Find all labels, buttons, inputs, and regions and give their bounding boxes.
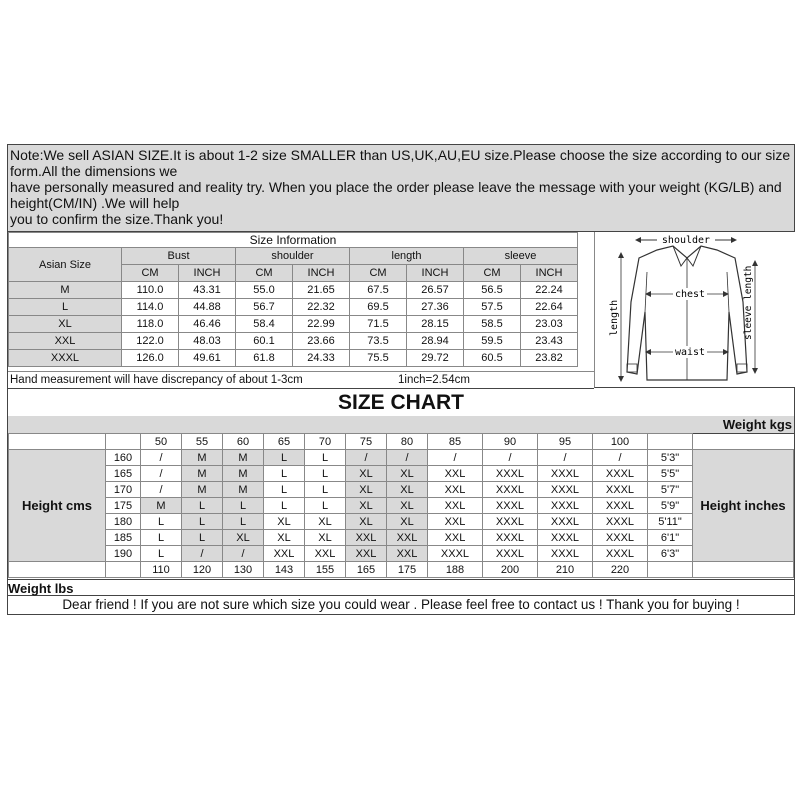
- unit-header: CM: [350, 265, 407, 282]
- measure-cell: 46.46: [179, 316, 236, 333]
- unit-header: CM: [236, 265, 293, 282]
- weight-kg-cell: 60: [223, 434, 264, 450]
- shirt-diagram: [594, 232, 795, 388]
- blank-cell: [9, 562, 106, 578]
- measure-cell: 21.65: [293, 282, 350, 299]
- measure-cell: 69.5: [350, 299, 407, 316]
- size-cell: L: [141, 546, 182, 562]
- size-cell: L: [305, 482, 346, 498]
- measure-cell: 61.8: [236, 350, 293, 367]
- measure-cell: 58.5: [464, 316, 521, 333]
- size-cell: XXXL: [593, 466, 648, 482]
- shoulder-label: shoulder: [661, 235, 711, 246]
- asian-size-header: Asian Size: [9, 248, 122, 282]
- size-row: [9, 333, 578, 350]
- weight-lb-cell: 143: [264, 562, 305, 578]
- size-row: [9, 350, 578, 367]
- weight-lb-cell: 210: [538, 562, 593, 578]
- unit-header: INCH: [521, 265, 578, 282]
- height-row: [9, 514, 794, 530]
- measure-cell: 126.0: [122, 350, 179, 367]
- inch-conversion-note: 1inch=2.54cm: [398, 374, 470, 386]
- size-cell: L: [264, 450, 305, 466]
- height-inch-cell: 5'11": [648, 514, 693, 530]
- weight-kg-cell: 75: [346, 434, 387, 450]
- weight-kgs-label: Weight kgs: [722, 417, 792, 432]
- size-cell: L: [305, 466, 346, 482]
- size-cell: XXL: [305, 546, 346, 562]
- size-cell: M: [223, 482, 264, 498]
- size-cell: M: [182, 466, 223, 482]
- size-cell: /: [182, 546, 223, 562]
- size-cell: XXXL: [593, 514, 648, 530]
- length-label: length: [609, 299, 620, 336]
- size-cell: /: [346, 450, 387, 466]
- measure-cell: 67.5: [350, 282, 407, 299]
- weight-kg-cell: 80: [387, 434, 428, 450]
- note-line: have personally measured and reality try. When you place the order please leave the message with your weight (KG/LB) and: [10, 179, 782, 195]
- size-cell: XL: [346, 498, 387, 514]
- size-cell: XXXL: [538, 514, 593, 530]
- height-inch-cell: 6'3": [648, 546, 693, 562]
- measure-cell: 26.57: [407, 282, 464, 299]
- measurement-notes: [8, 371, 594, 389]
- size-cell: /: [483, 450, 538, 466]
- size-cell: L: [182, 498, 223, 514]
- height-row: [9, 482, 794, 498]
- measure-cell: 49.61: [179, 350, 236, 367]
- weight-lb-cell: 188: [428, 562, 483, 578]
- measure-cell: 60.1: [236, 333, 293, 350]
- blank-cell: [106, 562, 141, 578]
- height-row: [9, 450, 794, 466]
- size-cell: XL: [387, 482, 428, 498]
- measure-cell: 56.7: [236, 299, 293, 316]
- size-cell: L: [264, 482, 305, 498]
- size-cell: XXL: [428, 498, 483, 514]
- measure-cell: 110.0: [122, 282, 179, 299]
- sleeve-length-label: sleeve length: [743, 265, 754, 340]
- size-cell: XXL: [428, 482, 483, 498]
- height-cm-cell: 170: [106, 482, 141, 498]
- size-label: M: [9, 282, 122, 299]
- weight-lb-cell: 200: [483, 562, 538, 578]
- blank-cell: [648, 434, 693, 450]
- size-cell: M: [141, 498, 182, 514]
- size-cell: XXXL: [483, 466, 538, 482]
- measure-cell: 27.36: [407, 299, 464, 316]
- size-cell: XXL: [346, 530, 387, 546]
- size-cell: L: [223, 514, 264, 530]
- size-cell: L: [141, 514, 182, 530]
- size-cell: XXXL: [428, 546, 483, 562]
- measure-cell: 48.03: [179, 333, 236, 350]
- size-cell: M: [182, 450, 223, 466]
- measure-cell: 114.0: [122, 299, 179, 316]
- length-header: length: [350, 248, 464, 265]
- measure-cell: 118.0: [122, 316, 179, 333]
- weight-kg-cell: 85: [428, 434, 483, 450]
- weight-lb-cell: 165: [346, 562, 387, 578]
- note-line: Note:We sell ASIAN SIZE.It is about 1-2 size SMALLER than US,UK,AU,EU size.Please choose the size according to our size: [10, 147, 791, 163]
- measure-cell: 60.5: [464, 350, 521, 367]
- blank-cell: [648, 562, 693, 578]
- height-row: [9, 466, 794, 482]
- size-cell: XXXL: [538, 546, 593, 562]
- sleeve-header: sleeve: [464, 248, 578, 265]
- weight-lb-cell: 155: [305, 562, 346, 578]
- size-cell: /: [593, 450, 648, 466]
- size-cell: M: [223, 450, 264, 466]
- size-cell: /: [538, 450, 593, 466]
- size-cell: XXL: [428, 466, 483, 482]
- height-row: [9, 530, 794, 546]
- contact-message: Dear friend ! If you are not sure which size you could wear . Please feel free to contact us ! Thank you for buying !: [62, 597, 740, 612]
- size-cell: /: [141, 482, 182, 498]
- size-cell: XXL: [264, 546, 305, 562]
- weight-lbs-row: [9, 562, 794, 578]
- unit-header: INCH: [407, 265, 464, 282]
- size-cell: L: [305, 450, 346, 466]
- chest-label: chest: [674, 289, 706, 300]
- blank-cell: [106, 434, 141, 450]
- weight-kg-cell: 70: [305, 434, 346, 450]
- size-cell: /: [387, 450, 428, 466]
- height-inch-cell: 5'7": [648, 482, 693, 498]
- measure-cell: 22.32: [293, 299, 350, 316]
- size-cell: XL: [346, 466, 387, 482]
- size-cell: XXL: [428, 514, 483, 530]
- measure-cell: 24.33: [293, 350, 350, 367]
- height-row: [9, 546, 794, 562]
- size-note: [8, 145, 794, 232]
- size-cell: XL: [264, 530, 305, 546]
- size-label: XL: [9, 316, 122, 333]
- size-cell: XXXL: [538, 498, 593, 514]
- size-cell: L: [264, 466, 305, 482]
- note-line: form.All the dimensions we: [10, 163, 178, 179]
- size-label: XXXL: [9, 350, 122, 367]
- size-cell: M: [223, 466, 264, 482]
- size-cell: L: [182, 530, 223, 546]
- weight-lb-cell: 130: [223, 562, 264, 578]
- weight-lb-cell: 220: [593, 562, 648, 578]
- size-cell: XXL: [387, 546, 428, 562]
- waist-label: waist: [674, 347, 706, 358]
- size-cell: XXXL: [483, 482, 538, 498]
- blank-cell: [693, 562, 794, 578]
- height-cm-cell: 175: [106, 498, 141, 514]
- note-line: height(CM/IN) .We will help: [10, 195, 180, 211]
- measure-cell: 56.5: [464, 282, 521, 299]
- size-cell: L: [141, 530, 182, 546]
- size-cell: /: [141, 450, 182, 466]
- size-cell: XL: [305, 530, 346, 546]
- weight-lb-cell: 175: [387, 562, 428, 578]
- size-cell: XL: [387, 514, 428, 530]
- shoulder-header: shoulder: [236, 248, 350, 265]
- size-chart-title: SIZE CHART: [8, 389, 794, 417]
- weight-kgs-row: [9, 434, 794, 450]
- measure-cell: 55.0: [236, 282, 293, 299]
- height-cm-cell: 160: [106, 450, 141, 466]
- size-cell: XXL: [428, 530, 483, 546]
- size-cell: XXL: [346, 546, 387, 562]
- size-cell: XXXL: [593, 530, 648, 546]
- size-row: [9, 316, 578, 333]
- measure-cell: 23.03: [521, 316, 578, 333]
- unit-header: CM: [464, 265, 521, 282]
- size-cell: L: [305, 498, 346, 514]
- weight-kg-cell: 50: [141, 434, 182, 450]
- size-row: [9, 299, 578, 316]
- measure-cell: 44.88: [179, 299, 236, 316]
- unit-header: CM: [122, 265, 179, 282]
- blank-cell: [9, 434, 106, 450]
- weight-kg-cell: 90: [483, 434, 538, 450]
- height-inch-cell: 5'3": [648, 450, 693, 466]
- size-label: XXL: [9, 333, 122, 350]
- measure-cell: 23.43: [521, 333, 578, 350]
- height-row: [9, 498, 794, 514]
- size-cell: L: [223, 498, 264, 514]
- size-row: [9, 282, 578, 299]
- measure-cell: 22.64: [521, 299, 578, 316]
- height-inch-cell: 6'1": [648, 530, 693, 546]
- size-cell: XXXL: [593, 498, 648, 514]
- measure-cell: 28.94: [407, 333, 464, 350]
- size-guide-sheet: [7, 144, 795, 615]
- size-cell: XXXL: [593, 546, 648, 562]
- height-cm-cell: 190: [106, 546, 141, 562]
- height-cm-cell: 185: [106, 530, 141, 546]
- weight-kg-cell: 55: [182, 434, 223, 450]
- weight-lb-cell: 110: [141, 562, 182, 578]
- height-cm-cell: 180: [106, 514, 141, 530]
- height-inches-label: Height inches: [693, 450, 794, 562]
- measure-cell: 73.5: [350, 333, 407, 350]
- size-chart-table: [8, 433, 794, 578]
- measure-cell: 58.4: [236, 316, 293, 333]
- unit-header: INCH: [293, 265, 350, 282]
- measure-cell: 29.72: [407, 350, 464, 367]
- weight-kg-cell: 100: [593, 434, 648, 450]
- size-cell: XXXL: [483, 514, 538, 530]
- height-inch-cell: 5'9": [648, 498, 693, 514]
- hand-measurement-note: Hand measurement will have discrepancy of about 1-3cm: [10, 374, 303, 386]
- measure-cell: 28.15: [407, 316, 464, 333]
- shirt-illustration: [595, 232, 795, 387]
- height-cm-cell: 165: [106, 466, 141, 482]
- weight-kgs-bar: [8, 416, 794, 434]
- size-cell: XXXL: [538, 482, 593, 498]
- size-cell: XXXL: [483, 530, 538, 546]
- size-cell: XXL: [387, 530, 428, 546]
- bust-header: Bust: [122, 248, 236, 265]
- measure-cell: 57.5: [464, 299, 521, 316]
- size-cell: L: [182, 514, 223, 530]
- size-information-table: [8, 232, 578, 367]
- size-cell: XL: [346, 482, 387, 498]
- measure-cell: 71.5: [350, 316, 407, 333]
- measure-cell: 75.5: [350, 350, 407, 367]
- height-cms-label: Height cms: [9, 450, 106, 562]
- weight-kg-cell: 65: [264, 434, 305, 450]
- size-cell: XL: [305, 514, 346, 530]
- size-cell: XXXL: [593, 482, 648, 498]
- size-cell: XXXL: [538, 466, 593, 482]
- measure-cell: 22.24: [521, 282, 578, 299]
- measure-cell: 23.82: [521, 350, 578, 367]
- size-cell: XL: [223, 530, 264, 546]
- size-cell: M: [182, 482, 223, 498]
- size-cell: XL: [264, 514, 305, 530]
- weight-lb-cell: 120: [182, 562, 223, 578]
- measure-cell: 23.66: [293, 333, 350, 350]
- size-cell: XXXL: [483, 498, 538, 514]
- size-cell: /: [428, 450, 483, 466]
- weight-lbs-label: Weight lbs: [8, 579, 794, 596]
- measure-cell: 43.31: [179, 282, 236, 299]
- measure-cell: 122.0: [122, 333, 179, 350]
- size-cell: /: [223, 546, 264, 562]
- size-cell: L: [264, 498, 305, 514]
- size-cell: XXXL: [483, 546, 538, 562]
- unit-header: INCH: [179, 265, 236, 282]
- size-label: L: [9, 299, 122, 316]
- size-cell: /: [141, 466, 182, 482]
- height-inch-cell: 5'5": [648, 466, 693, 482]
- size-cell: XXXL: [538, 530, 593, 546]
- note-line: you to confirm the size.Thank you!: [10, 211, 224, 227]
- size-cell: XL: [387, 498, 428, 514]
- measure-cell: 59.5: [464, 333, 521, 350]
- size-cell: XL: [387, 466, 428, 482]
- size-cell: XL: [346, 514, 387, 530]
- measure-cell: 22.99: [293, 316, 350, 333]
- weight-kg-cell: 95: [538, 434, 593, 450]
- size-info-title: Size Information: [9, 233, 578, 248]
